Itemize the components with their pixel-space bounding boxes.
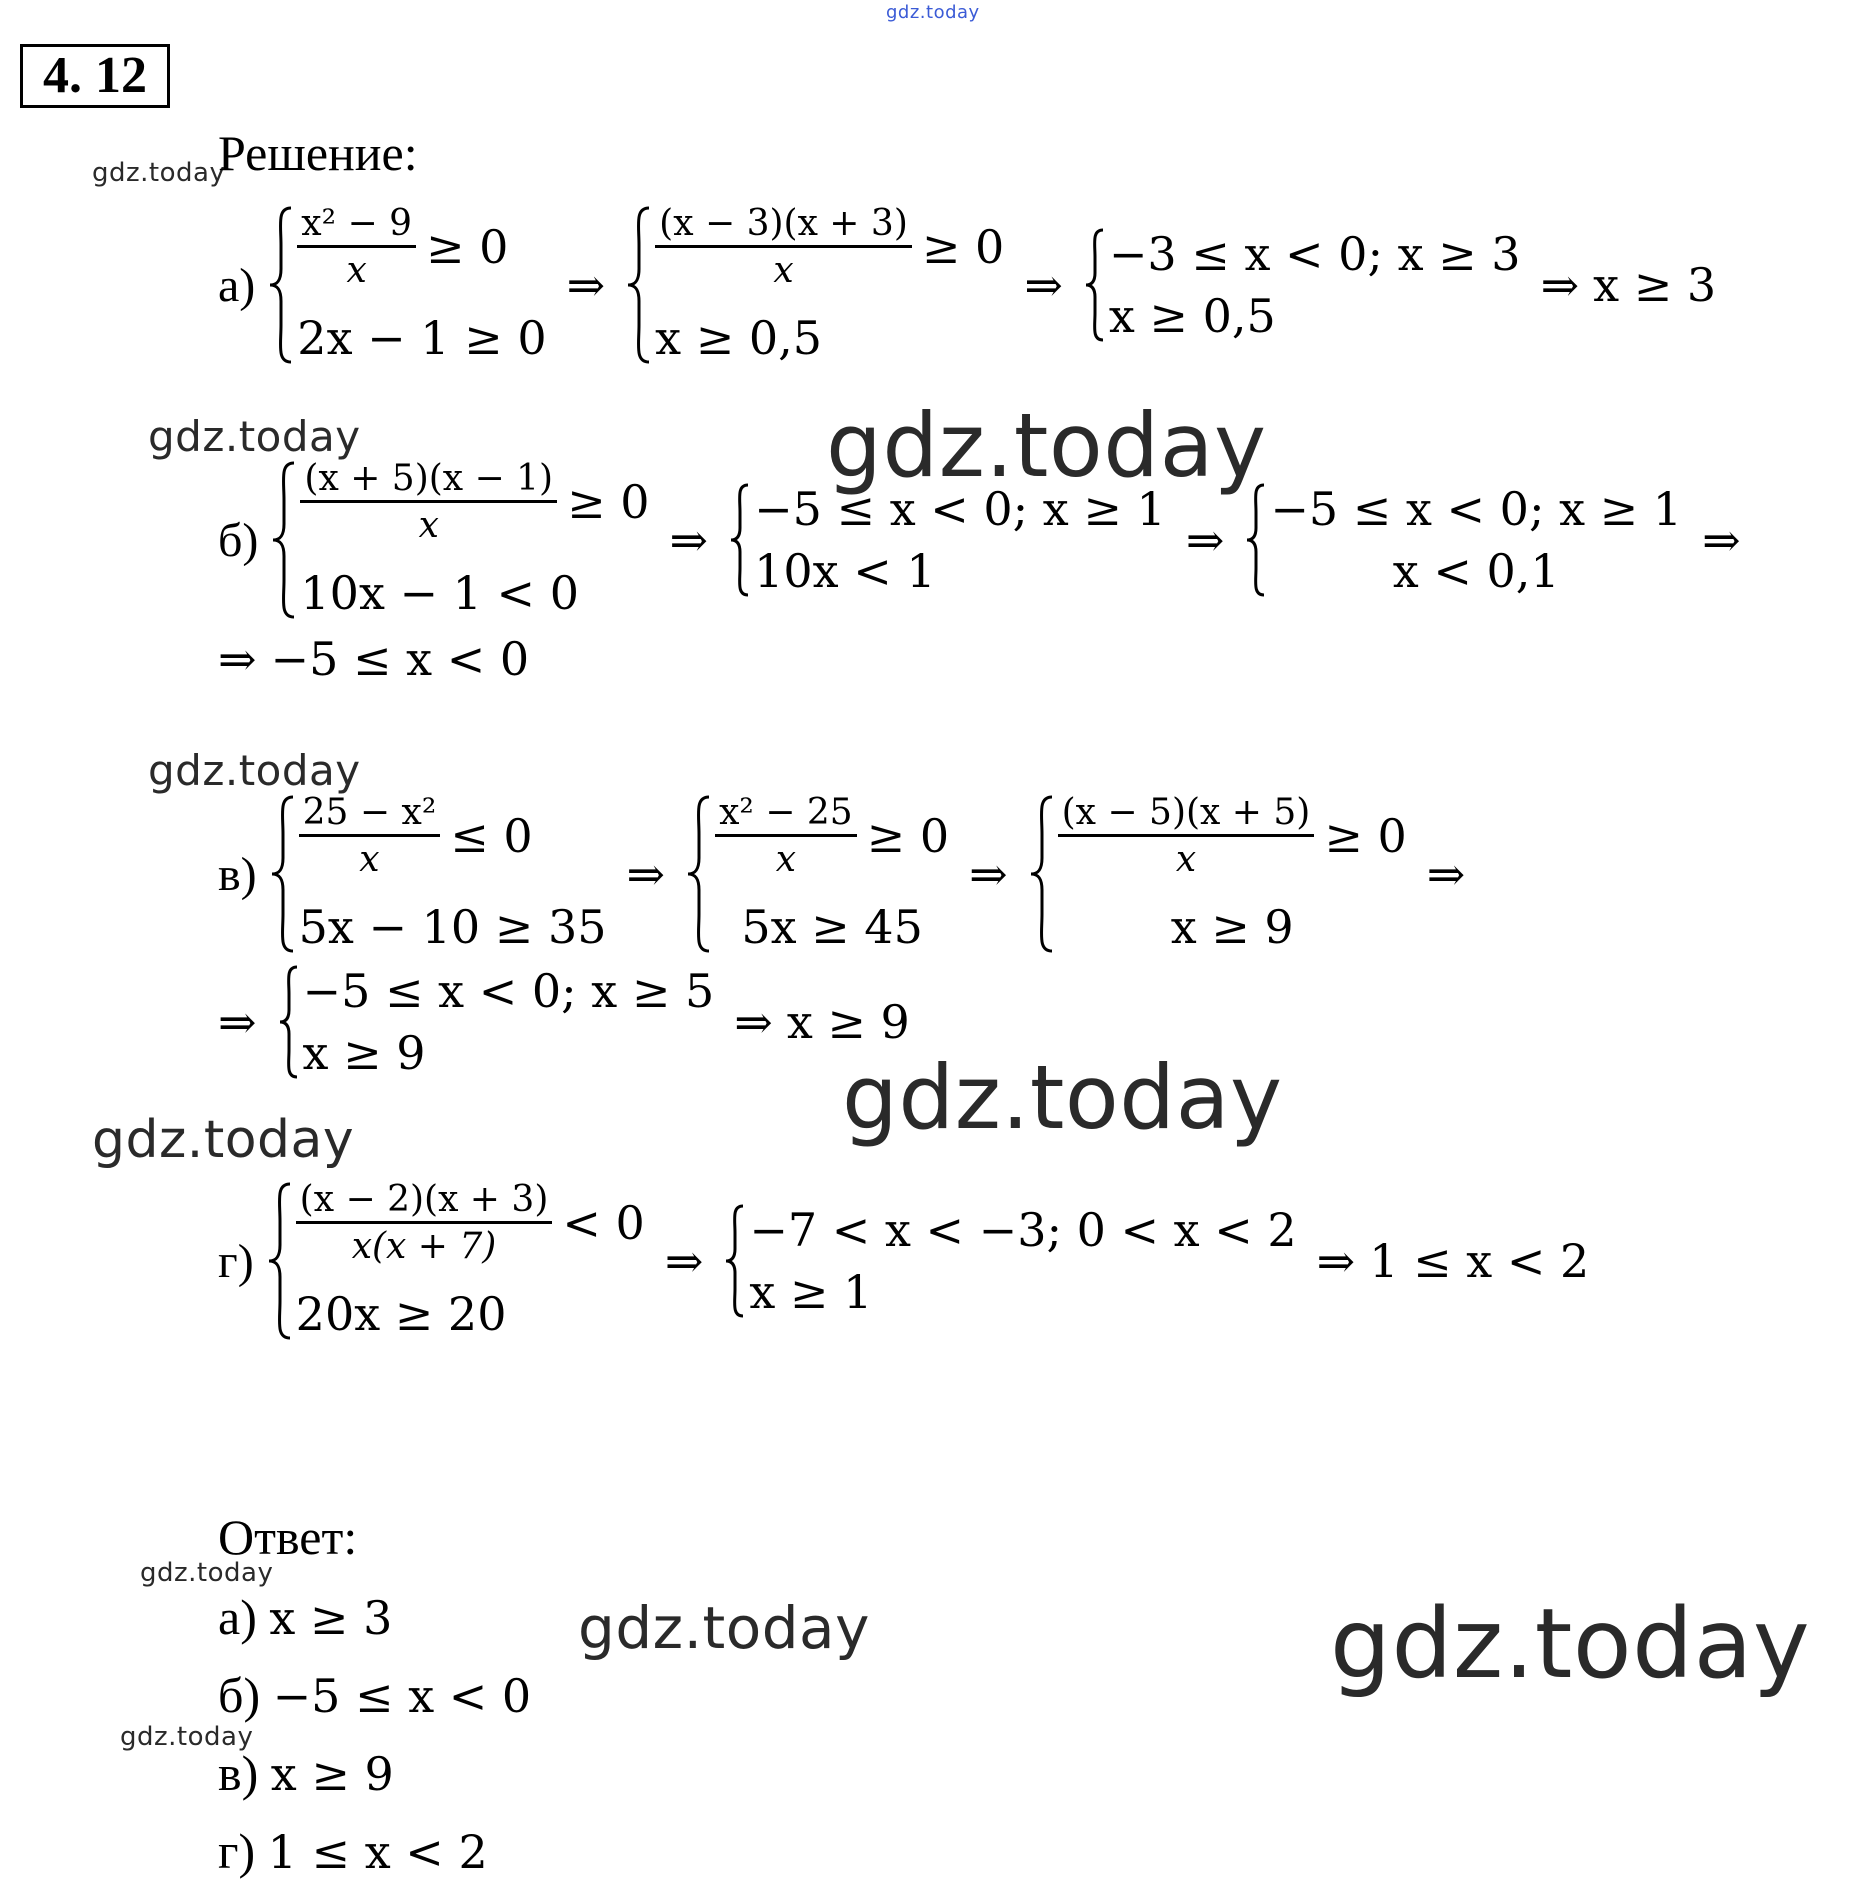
system: $\frac{(x + 5)(x - 1)}{x}$ ≥ 0 10x − 1 < 0 bbox=[270, 460, 649, 620]
watermark-large: gdz.today bbox=[842, 1046, 1283, 1149]
brace-icon bbox=[1028, 794, 1054, 954]
result: x ≥ 9 bbox=[786, 995, 910, 1049]
brace-icon bbox=[728, 482, 750, 598]
answer-item: г) 1 ≤ x < 2 bbox=[218, 1823, 488, 1879]
fraction: $\frac{\text{x² − 9}}{x}$ bbox=[297, 205, 416, 290]
brace-icon bbox=[266, 1181, 292, 1341]
system: −5 ≤ x < 0; x ≥ 5 x ≥ 9 bbox=[277, 964, 715, 1080]
part-label: в) bbox=[218, 847, 257, 901]
fraction: $\frac{(x - 5)(x + 5)}{x}$ bbox=[1058, 794, 1315, 879]
answer-item: б) −5 ≤ x < 0 bbox=[218, 1667, 532, 1723]
part-label: б) bbox=[218, 513, 259, 567]
part-b: б) $\frac{(x + 5)(x - 1)}{x}$ ≥ 0 10x − 1 < 0 ⇒ −5 ≤ x < 0; x ≥ 1 10x < 1 ⇒ −5 ≤ x < 0; x ≥ 1 x < 0,1 ⇒ bbox=[218, 458, 1741, 620]
system: −3 ≤ x < 0; x ≥ 3 x ≥ 0,5 bbox=[1083, 227, 1521, 343]
system: $\frac{\text{x² − 9}}{x}$ ≥ 0 2x − 1 ≥ 0 bbox=[267, 205, 546, 365]
system: $\frac{\text{25 − x²}}{x}$ ≤ 0 5x − 10 ≥ 35 bbox=[269, 794, 607, 954]
brace-icon bbox=[685, 794, 711, 954]
brace-icon bbox=[277, 964, 299, 1080]
system: $\frac{\text{x² − 25}}{x}$ ≥ 0 5x ≥ 45 bbox=[685, 794, 949, 954]
solution-label: Решение: bbox=[218, 125, 418, 181]
watermark: gdz.today bbox=[148, 412, 361, 461]
result: −5 ≤ x < 0 bbox=[270, 632, 530, 686]
brace-icon bbox=[1244, 482, 1266, 598]
part-a: а) $\frac{\text{x² − 9}}{x}$ ≥ 0 2x − 1 ≥ 0 ⇒ $\frac{(x - 3)(x + 3)}{x}$ ≥ 0 x ≥ 0,5 ⇒ −3 ≤ x < 0; x ≥ 3 x ≥ 0,5 ⇒ x ≥ 3 bbox=[218, 203, 1717, 365]
fraction: $\frac{(x - 2)(x + 3)}{x(x + 7)}$ bbox=[296, 1181, 553, 1266]
watermark: gdz.today bbox=[120, 1722, 254, 1752]
brace-icon bbox=[270, 460, 296, 620]
watermark-large: gdz.today bbox=[826, 394, 1267, 497]
system: −7 < x < −3; 0 < x < 2 x ≥ 1 bbox=[723, 1203, 1296, 1319]
part-b-result-row: ⇒ −5 ≤ x < 0 bbox=[218, 632, 530, 686]
watermark-top: gdz.today bbox=[886, 2, 980, 23]
brace-icon bbox=[723, 1203, 745, 1319]
system: $\frac{(x - 3)(x + 3)}{x}$ ≥ 0 x ≥ 0,5 bbox=[625, 205, 1004, 365]
part-label: г) bbox=[218, 1234, 254, 1288]
brace-icon bbox=[267, 205, 293, 365]
system: −5 ≤ x < 0; x ≥ 1 10x < 1 bbox=[728, 482, 1166, 598]
watermark: gdz.today bbox=[140, 1558, 274, 1588]
fraction: $\frac{\text{x² − 25}}{x}$ bbox=[715, 794, 857, 879]
result: x ≥ 3 bbox=[1593, 258, 1717, 312]
problem-number: 4. 12 bbox=[20, 44, 170, 108]
part-v-result-row: ⇒ −5 ≤ x < 0; x ≥ 5 x ≥ 9 ⇒ x ≥ 9 bbox=[218, 964, 910, 1080]
fraction: $\frac{(x + 5)(x - 1)}{x}$ bbox=[300, 460, 557, 545]
fraction: $\frac{\text{25 − x²}}{x}$ bbox=[299, 794, 441, 879]
system: $\frac{(x - 5)(x + 5)}{x}$ ≥ 0 x ≥ 9 bbox=[1028, 794, 1407, 954]
answer-label: Ответ: bbox=[218, 1509, 358, 1565]
watermark: gdz.today bbox=[92, 158, 226, 188]
part-g: г) $\frac{(x - 2)(x + 3)}{x(x + 7)}$ < 0 20x ≥ 20 ⇒ −7 < x < −3; 0 < x < 2 x ≥ 1 ⇒ 1 ≤ x < 2 bbox=[218, 1179, 1590, 1341]
answer-item: в) x ≥ 9 bbox=[218, 1745, 394, 1801]
brace-icon bbox=[269, 794, 295, 954]
watermark-large: gdz.today bbox=[1330, 1588, 1811, 1700]
system: $\frac{(x - 2)(x + 3)}{x(x + 7)}$ < 0 20x ≥ 20 bbox=[266, 1181, 645, 1341]
result: 1 ≤ x < 2 bbox=[1369, 1234, 1590, 1288]
watermark: gdz.today bbox=[148, 746, 361, 795]
fraction: $\frac{(x - 3)(x + 3)}{x}$ bbox=[655, 205, 912, 290]
part-label: а) bbox=[218, 258, 256, 312]
brace-icon bbox=[625, 205, 651, 365]
watermark: gdz.today bbox=[578, 1594, 870, 1662]
brace-icon bbox=[1083, 227, 1105, 343]
part-v: в) $\frac{\text{25 − x²}}{x}$ ≤ 0 5x − 10 ≥ 35 ⇒ $\frac{\text{x² − 25}}{x}$ ≥ 0 5x ≥ 45 ⇒ $\frac{(x - 5)(x + 5)}{x}$ ≥ 0 x ≥ 9 ⇒ bbox=[218, 792, 1466, 954]
system: −5 ≤ x < 0; x ≥ 1 x < 0,1 bbox=[1244, 482, 1682, 598]
answer-item: а) x ≥ 3 bbox=[218, 1589, 393, 1645]
watermark: gdz.today bbox=[92, 1110, 355, 1170]
